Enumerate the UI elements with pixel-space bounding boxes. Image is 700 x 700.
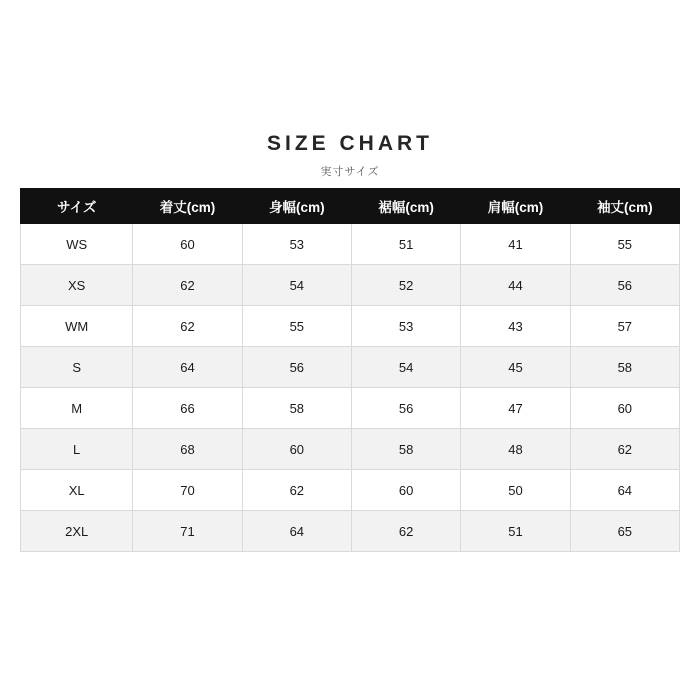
cell-length: 68 xyxy=(133,429,242,470)
cell-length: 71 xyxy=(133,511,242,552)
cell-length: 62 xyxy=(133,306,242,347)
cell-length: 66 xyxy=(133,388,242,429)
table-row xyxy=(21,224,680,265)
cell-length: 62 xyxy=(133,265,242,306)
cell-chest-width: 56 xyxy=(242,347,351,388)
cell-chest-width: 60 xyxy=(242,429,351,470)
column-header-hem-width: 裾幅(cm) xyxy=(351,189,460,224)
cell-chest-width: 53 xyxy=(242,224,351,265)
cell-size: WS xyxy=(21,224,133,265)
cell-sleeve-length: 62 xyxy=(570,429,679,470)
cell-size: 2XL xyxy=(21,511,133,552)
cell-sleeve-length: 60 xyxy=(570,388,679,429)
cell-size: XL xyxy=(21,470,133,511)
cell-hem-width: 53 xyxy=(351,306,460,347)
page-subtitle: 実寸サイズ xyxy=(320,166,380,179)
table-row xyxy=(21,306,680,347)
cell-sleeve-length: 64 xyxy=(570,470,679,511)
cell-hem-width: 56 xyxy=(351,388,460,429)
cell-shoulder-width: 51 xyxy=(461,511,570,552)
cell-size: WM xyxy=(21,306,133,347)
cell-hem-width: 60 xyxy=(351,470,460,511)
table-header-row xyxy=(21,189,680,224)
chart-header xyxy=(0,132,700,179)
table-row xyxy=(21,470,680,511)
cell-shoulder-width: 45 xyxy=(461,347,570,388)
table-row xyxy=(21,429,680,470)
cell-sleeve-length: 56 xyxy=(570,265,679,306)
cell-hem-width: 58 xyxy=(351,429,460,470)
cell-hem-width: 51 xyxy=(351,224,460,265)
cell-shoulder-width: 43 xyxy=(461,306,570,347)
cell-chest-width: 55 xyxy=(242,306,351,347)
column-header-sleeve-length: 袖丈(cm) xyxy=(570,189,679,224)
cell-sleeve-length: 55 xyxy=(570,224,679,265)
table-row xyxy=(21,265,680,306)
cell-size: XS xyxy=(21,265,133,306)
cell-size: L xyxy=(21,429,133,470)
cell-shoulder-width: 41 xyxy=(461,224,570,265)
column-header-length: 着丈(cm) xyxy=(133,189,242,224)
cell-length: 60 xyxy=(133,224,242,265)
cell-shoulder-width: 47 xyxy=(461,388,570,429)
cell-chest-width: 58 xyxy=(242,388,351,429)
cell-size: S xyxy=(21,347,133,388)
cell-length: 64 xyxy=(133,347,242,388)
size-table-container xyxy=(20,188,680,552)
cell-sleeve-length: 65 xyxy=(570,511,679,552)
page-title: SIZE CHART xyxy=(267,132,433,155)
column-header-size: サイズ xyxy=(21,189,133,224)
cell-chest-width: 54 xyxy=(242,265,351,306)
cell-hem-width: 62 xyxy=(351,511,460,552)
cell-shoulder-width: 48 xyxy=(461,429,570,470)
cell-sleeve-length: 58 xyxy=(570,347,679,388)
cell-shoulder-width: 44 xyxy=(461,265,570,306)
size-table xyxy=(20,188,680,552)
cell-length: 70 xyxy=(133,470,242,511)
table-header-row-group xyxy=(21,189,680,224)
cell-shoulder-width: 50 xyxy=(461,470,570,511)
cell-chest-width: 64 xyxy=(242,511,351,552)
table-row xyxy=(21,388,680,429)
table-row xyxy=(21,347,680,388)
table-row xyxy=(21,511,680,552)
cell-hem-width: 54 xyxy=(351,347,460,388)
column-header-chest-width: 身幅(cm) xyxy=(242,189,351,224)
column-header-shoulder-width: 肩幅(cm) xyxy=(461,189,570,224)
cell-size: M xyxy=(21,388,133,429)
table-body xyxy=(21,224,680,552)
cell-sleeve-length: 57 xyxy=(570,306,679,347)
cell-chest-width: 62 xyxy=(242,470,351,511)
cell-hem-width: 52 xyxy=(351,265,460,306)
